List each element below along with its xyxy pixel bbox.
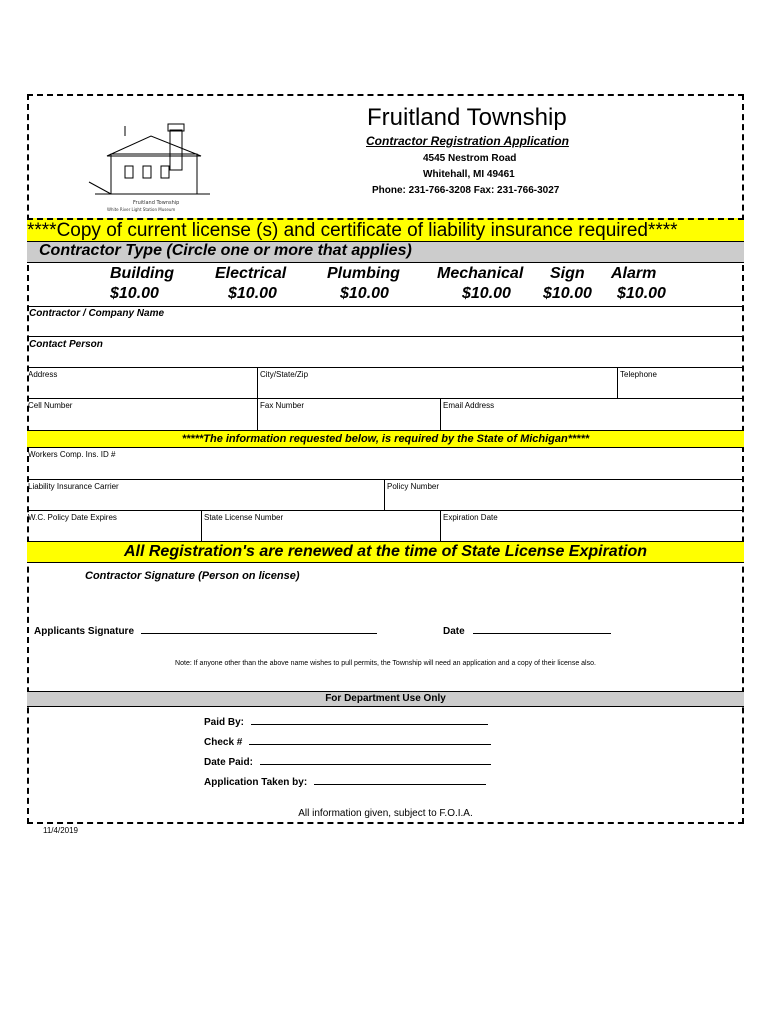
liability-carrier-label: Liability Insurance Carrier — [28, 482, 119, 491]
address-label: Address — [28, 370, 58, 379]
contractor-signature-label: Contractor Signature (Person on license) — [85, 570, 300, 582]
date-paid-line[interactable] — [204, 755, 491, 768]
renewal-notice-text: All Registration's are renewed at the time of State License Expiration — [123, 543, 648, 560]
email-address-label: Email Address — [443, 401, 495, 410]
permit-note: Note: If anyone other than the above name wishes to pull permits, the Township will need an application and a copy of their license also. — [175, 660, 596, 667]
state-license-label: State License Number — [204, 513, 284, 522]
divider — [617, 368, 618, 399]
michigan-notice-bar — [27, 430, 744, 448]
fee-alarm: $10.00 — [617, 285, 666, 302]
fee-mechanical: $10.00 — [462, 285, 511, 302]
license-warning-text: ****Copy of current license (s) and certificate of liability insurance required**** — [27, 220, 678, 241]
type-building[interactable]: Building — [110, 265, 174, 282]
township-title: Fruitland Township — [367, 104, 567, 131]
expiration-date-label: Expiration Date — [443, 513, 498, 522]
date-line[interactable] — [443, 624, 611, 637]
type-sign[interactable]: Sign — [550, 265, 585, 282]
contact-person-field[interactable] — [27, 336, 744, 367]
insurance-row — [27, 479, 744, 510]
fee-sign: $10.00 — [543, 285, 592, 302]
cell-number-label: Cell Number — [28, 401, 73, 410]
type-plumbing[interactable]: Plumbing — [327, 265, 400, 282]
paid-by-label: Paid By: — [204, 717, 245, 728]
fax-number-label: Fax Number — [260, 401, 305, 410]
check-number-label: Check # — [204, 737, 243, 748]
form-subtitle: Contractor Registration Application — [366, 134, 569, 148]
contractor-type-heading: Contractor Type (Circle one or more that applies) — [39, 242, 412, 259]
michigan-notice-text: *****The information requested below, is required by the State of Michigan***** — [181, 433, 590, 445]
wc-policy-expires-label: W.C. Policy Date Expires — [28, 513, 117, 522]
workers-comp-label: Workers Comp. Ins. ID # — [28, 450, 116, 459]
fee-plumbing: $10.00 — [340, 285, 389, 302]
date-paid-label: Date Paid: — [204, 757, 253, 768]
address-line-2: Whitehall, MI 49461 — [423, 169, 515, 180]
department-use-heading: For Department Use Only — [325, 693, 446, 704]
city-state-zip-label: City/State/Zip — [260, 370, 309, 379]
workers-comp-field[interactable] — [27, 448, 744, 479]
type-alarm[interactable]: Alarm — [611, 265, 657, 282]
company-name-field[interactable] — [27, 306, 744, 336]
divider — [201, 511, 202, 542]
contractor-type-bar — [27, 242, 744, 263]
svg-text:Fruitland Township: Fruitland Township — [133, 200, 180, 206]
license-warning-bar — [27, 218, 744, 242]
divider — [384, 480, 385, 511]
type-mechanical[interactable]: Mechanical — [437, 265, 524, 282]
paid-by-blank[interactable] — [251, 715, 488, 725]
divider — [440, 399, 441, 431]
check-number-line[interactable] — [204, 735, 491, 748]
date-label: Date — [443, 626, 465, 637]
address-row — [27, 367, 744, 398]
revision-date: 11/4/2019 — [43, 826, 78, 835]
fee-electrical: $10.00 — [228, 285, 277, 302]
phone-row — [27, 398, 744, 430]
date-blank[interactable] — [473, 624, 611, 634]
telephone-label: Telephone — [620, 370, 657, 379]
taken-by-line[interactable] — [204, 775, 486, 788]
divider — [257, 399, 258, 431]
check-number-blank[interactable] — [249, 735, 491, 745]
contact-line: Phone: 231-766-3208 Fax: 231-766-3027 — [372, 185, 560, 196]
township-logo — [85, 122, 225, 214]
signature-blank[interactable] — [141, 624, 377, 634]
company-name-label: Contractor / Company Name — [29, 308, 165, 319]
renewal-notice-bar — [27, 541, 744, 563]
divider — [440, 511, 441, 542]
divider — [257, 368, 258, 399]
type-electrical[interactable]: Electrical — [215, 265, 287, 282]
taken-by-blank[interactable] — [314, 775, 486, 785]
department-use-bar — [27, 691, 744, 707]
applicants-signature-label: Applicants Signature — [34, 626, 135, 637]
applicants-signature-line[interactable] — [34, 624, 377, 637]
license-row — [27, 510, 744, 541]
address-line-1: 4545 Nestrom Road — [423, 153, 517, 164]
foia-notice: All information given, subject to F.O.I.A. — [298, 808, 473, 819]
paid-by-line[interactable] — [204, 715, 488, 728]
fee-building: $10.00 — [110, 285, 159, 302]
contact-person-label: Contact Person — [29, 339, 103, 350]
taken-by-label: Application Taken by: — [204, 777, 308, 788]
svg-text:White River Light Station Muse: White River Light Station Museum — [107, 207, 176, 212]
date-paid-blank[interactable] — [260, 755, 491, 765]
policy-number-label: Policy Number — [387, 482, 440, 491]
